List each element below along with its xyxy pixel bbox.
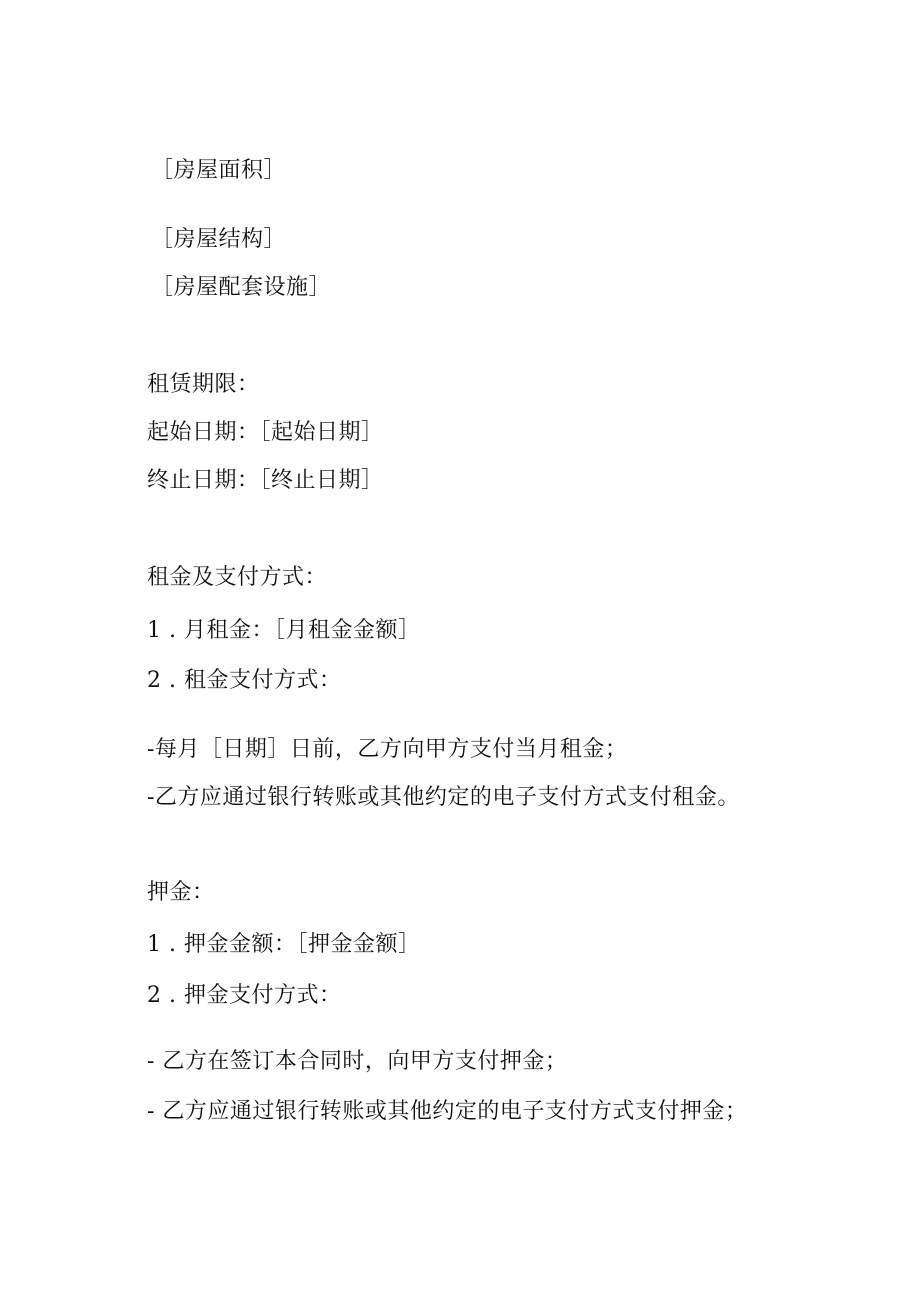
property-facilities: ［房屋配套设施］ [151,275,332,300]
deposit-bullet-transfer: - 乙方应通过银行转账或其他约定的电子支付方式支付押金； [147,1099,748,1124]
lease-end-date: 终止日期：［终止日期］ [147,468,384,493]
rent-bullet-transfer: -乙方应通过银行转账或其他约定的电子支付方式支付租金。 [147,785,740,810]
deposit-bullet-signing: - 乙方在签订本合同时，向甲方支付押金； [147,1049,568,1074]
deposit-heading: 押金： [147,880,215,905]
rent-heading: 租金及支付方式： [147,565,328,590]
rent-item-payment-method: 2 . 租金支付方式： [147,668,342,693]
lease-start-date: 起始日期：［起始日期］ [147,420,384,445]
property-structure: ［房屋结构］ [151,227,287,252]
deposit-item-amount: 1 . 押金金额：［押金金额］ [147,932,421,957]
lease-term-heading: 租赁期限： [147,372,260,397]
property-area: ［房屋面积］ [151,158,287,183]
deposit-item-payment-method: 2 . 押金支付方式： [147,983,342,1008]
rent-item-monthly: 1 . 月租金：［月租金金额］ [147,618,421,643]
rent-bullet-due-date: -每月［日期］日前，乙方向甲方支付当月租金； [147,737,628,762]
